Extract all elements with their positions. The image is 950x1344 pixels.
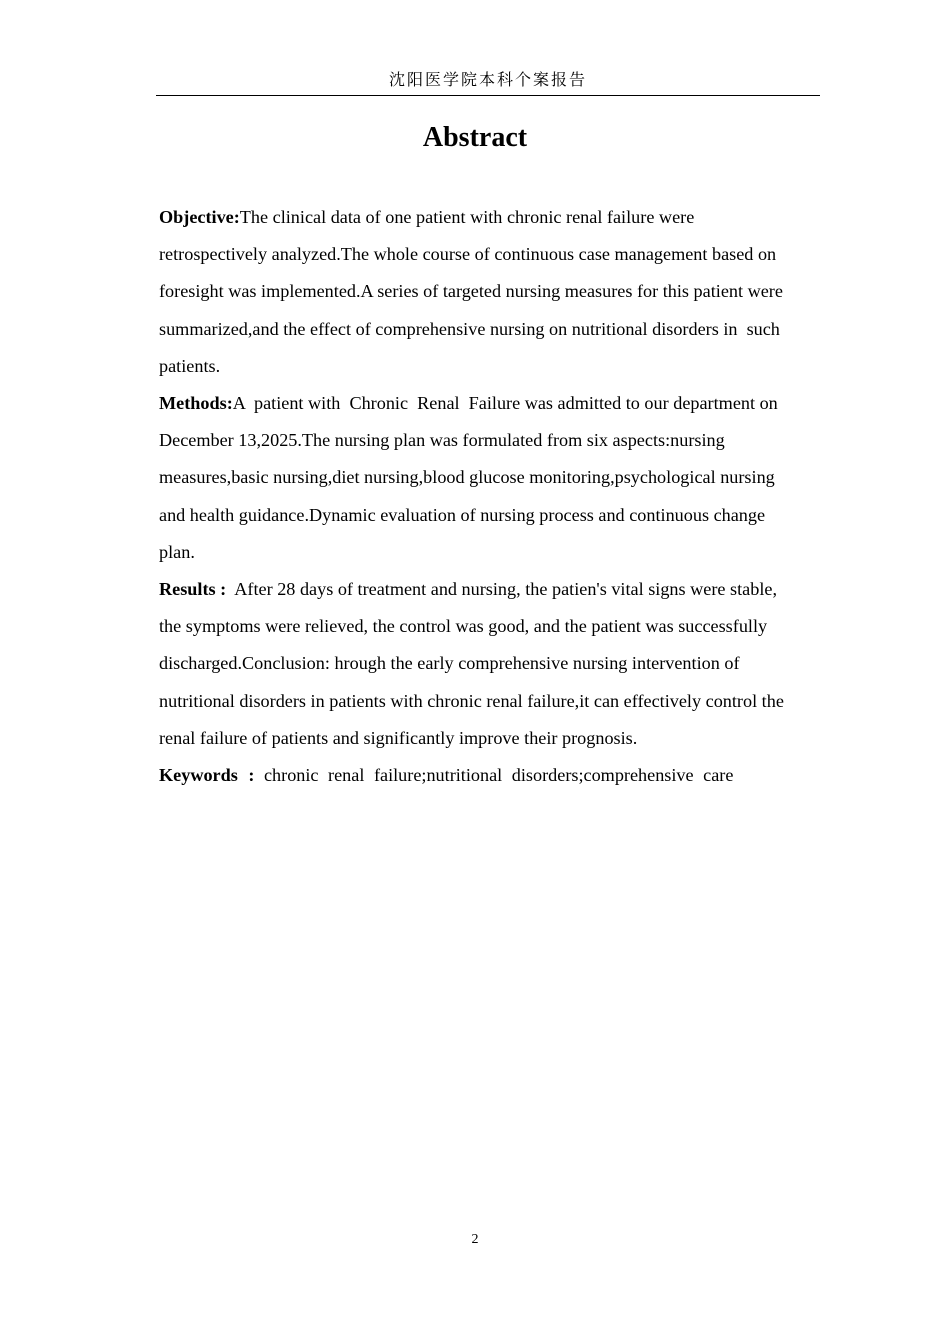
keywords-text: chronic renal failure;nutritional disorders;comprehensive care [254, 765, 734, 786]
abstract-title: Abstract [422, 122, 528, 153]
page-number: 2 [471, 1232, 479, 1247]
methods-text: A patient with Chronic Renal Failure was admitted to our department on December 13,2025.The nursing plan was formulated from six aspects:nursing measures,basic nursing,diet nursing,blood glucose monitoring,psychological nursing and health guidance.Dynamic evaluation of nursing process and continuous change plan. [159, 393, 783, 562]
objective-text: The clinical data of one patient with chronic renal failure were retrospectively analyzed.The whole course of continuous case management based on foresight was implemented.A series of targeted nursing measures for this patient were summarized,and the effect of comprehensive nursing on nutritional disorders in such patients. [159, 207, 789, 376]
results-paragraph [159, 571, 791, 757]
methods-paragraph [159, 385, 791, 571]
running-header: 沈阳医学院本科个案报告 [156, 68, 820, 96]
keywords-label: Keywords : [159, 765, 255, 786]
results-text: After 28 days of treatment and nursing, the patien's vital signs were stable, the symptoms were relieved, the control was good, and the patient was successfully discharged.Conclusion: hrough the early comprehensive nursing intervention of nutritional disorders in patients with chronic renal failure,it can effectively control the renal failure of patients and significantly improve their prognosis. [159, 579, 789, 748]
objective-paragraph [159, 199, 791, 385]
results-label: Results : [159, 579, 227, 600]
objective-label: Objective: [159, 207, 240, 227]
abstract-body [159, 199, 791, 794]
methods-label: Methods: [159, 393, 233, 414]
keywords-paragraph [159, 757, 791, 794]
